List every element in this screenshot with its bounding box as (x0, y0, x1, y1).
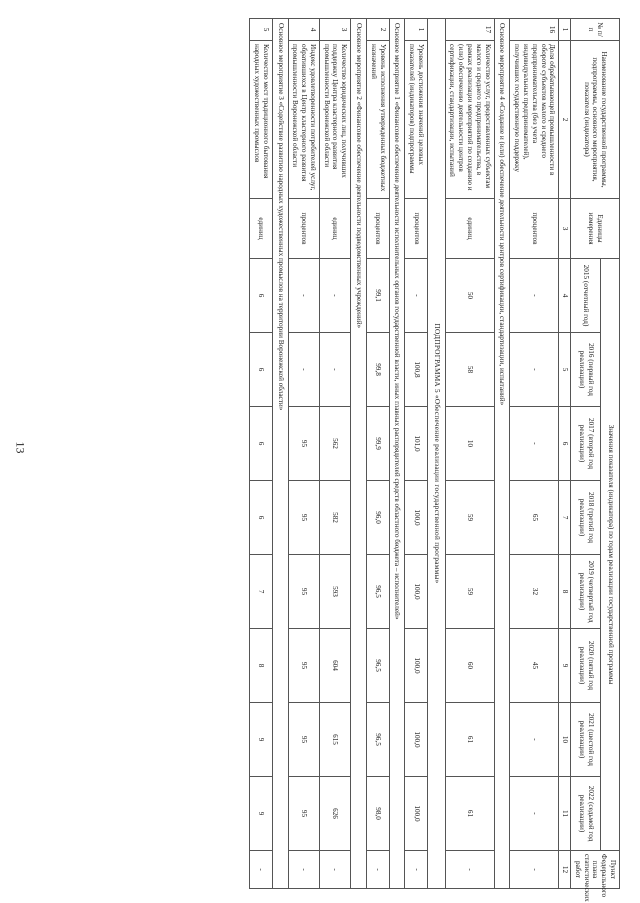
unit-cell: единиц (445, 199, 494, 259)
indicator-name: Доля обрабатывающей промышленности в обороте субъектов малого и среднего предпринимательства (без учета индивидуальных предпринимателей), получивших государственную поддержку (510, 41, 559, 199)
header-year: 2020 (пятый год реализации) (571, 629, 601, 703)
column-index: 1 (559, 19, 571, 41)
column-index: 8 (559, 555, 571, 629)
header-year: 2015 (отчетный год) (571, 259, 601, 333)
plan-cell: - (445, 851, 494, 889)
value-cell: 100,0 (405, 777, 428, 851)
value-cell: 562 (319, 407, 350, 481)
value-cell: 96,5 (367, 703, 390, 777)
value-cell: 100,0 (405, 703, 428, 777)
unit-cell: процентов (405, 199, 428, 259)
header-year: 2022 (седьмой год реализации) (571, 777, 601, 851)
value-cell: 615 (319, 703, 350, 777)
value-cell: 100,0 (405, 629, 428, 703)
table-row (288, 19, 319, 889)
header-row-1 (601, 19, 620, 889)
table-row (367, 19, 390, 889)
value-cell: 98,0 (367, 777, 390, 851)
value-cell: - (319, 333, 350, 407)
rotated-table-page (12, 18, 620, 902)
value-cell: - (510, 333, 559, 407)
table-row (319, 19, 350, 889)
value-cell: 9 (250, 777, 273, 851)
indicator-name: Количество услуг, предоставленных субъектам малого и среднего предпринимательства, в рамках реализации мероприятий по созданию и (или) обеспечению деятельности центров сертификации, стандартизации, испытаний (445, 41, 494, 199)
column-index: 11 (559, 777, 571, 851)
value-cell: 626 (319, 777, 350, 851)
plan-cell: - (510, 851, 559, 889)
value-cell: 101,0 (405, 407, 428, 481)
value-cell: 95 (288, 629, 319, 703)
indicator-name: Уровень исполнения утвержденных бюджетных назначений (367, 41, 390, 199)
value-cell: - (319, 259, 350, 333)
section-row (389, 19, 405, 889)
indicator-name: Индекс удовлетворенности потребителей услуг, обратившихся в Центр кластерного развития промышленности Воронежской области (288, 41, 319, 199)
column-index: 5 (559, 333, 571, 407)
value-cell: 45 (510, 629, 559, 703)
header-year: 2021 (шестой год реализации) (571, 703, 601, 777)
section-row (494, 19, 510, 889)
table-row (510, 19, 559, 889)
value-cell: 6 (250, 407, 273, 481)
column-index: 10 (559, 703, 571, 777)
header-year: 2016 (первый год реализации) (571, 333, 601, 407)
plan-cell: - (250, 851, 273, 889)
column-index: 7 (559, 481, 571, 555)
header-year: 2018 (третий год реализации) (571, 481, 601, 555)
value-cell: 95 (288, 407, 319, 481)
subprogram-row (427, 19, 445, 889)
value-cell: 61 (445, 703, 494, 777)
plan-cell: - (405, 851, 428, 889)
column-index: 6 (559, 407, 571, 481)
value-cell: 99,8 (367, 333, 390, 407)
value-cell: 100,8 (405, 333, 428, 407)
indicator-name: Уровень достижения значений целевых показателей (индикаторов) подпрограммы (405, 41, 428, 199)
plan-cell: - (288, 851, 319, 889)
value-cell: - (510, 259, 559, 333)
value-cell: 96,0 (367, 481, 390, 555)
value-cell: 100,0 (405, 555, 428, 629)
value-cell: 95 (288, 555, 319, 629)
value-cell: 61 (445, 777, 494, 851)
column-index: 3 (559, 199, 571, 259)
column-index: 12 (559, 851, 571, 889)
value-cell: 96,5 (367, 555, 390, 629)
value-cell: 7 (250, 555, 273, 629)
value-cell: 99,1 (367, 259, 390, 333)
table-row (250, 19, 273, 889)
value-cell: 96,5 (367, 629, 390, 703)
unit-cell: процентов (288, 199, 319, 259)
value-cell: 593 (319, 555, 350, 629)
row-number: 17 (445, 19, 494, 41)
row-number: 2 (367, 19, 390, 41)
section-title: Основное мероприятие 2 «Финансовое обеспечение деятельности подведомственных учреждений» (351, 19, 367, 889)
header-unit: Единицы измерения (571, 199, 620, 259)
value-cell: 8 (250, 629, 273, 703)
header-plan: Пункт Федерального плана статистических работ (571, 851, 620, 889)
value-cell: 65 (510, 481, 559, 555)
value-cell: 50 (445, 259, 494, 333)
value-cell: 582 (319, 481, 350, 555)
value-cell: 32 (510, 555, 559, 629)
row-number: 1 (405, 19, 428, 41)
page-number: 13 (13, 441, 28, 454)
value-cell: - (510, 407, 559, 481)
column-index: 4 (559, 259, 571, 333)
value-cell: 95 (288, 703, 319, 777)
value-cell: 59 (445, 555, 494, 629)
header-name: Наименование государственной программы, подпрограммы, основного мероприятия, показателя (индикатора) (571, 41, 620, 199)
row-number: 16 (510, 19, 559, 41)
value-cell: 6 (250, 481, 273, 555)
indicators-table (249, 18, 620, 902)
value-cell: 9 (250, 703, 273, 777)
value-cell: 58 (445, 333, 494, 407)
column-index-row (559, 19, 571, 889)
value-cell: 10 (445, 407, 494, 481)
value-cell: 59 (445, 481, 494, 555)
value-cell: 604 (319, 629, 350, 703)
section-title: Основное мероприятие 3 «Содействие развитию народных художественных промыслов на территории Воронежской области» (272, 19, 288, 889)
value-cell: - (405, 259, 428, 333)
table-row (405, 19, 428, 889)
value-cell: - (288, 333, 319, 407)
value-cell: 6 (250, 333, 273, 407)
value-cell: 99,9 (367, 407, 390, 481)
section-row (272, 19, 288, 889)
value-cell: - (510, 777, 559, 851)
section-title: Основное мероприятие 1 «Финансовое обеспечение деятельности исполнительных органов государственной власти, иных главных распорядителей средств областного бюджета – исполнителей» (389, 19, 405, 889)
indicator-name: Количество мест традиционного бытования народных художественных промыслов (250, 41, 273, 199)
plan-cell: - (367, 851, 390, 889)
header-values-group: Значения показателя (индикатора) по годам реализации государственной программы (601, 259, 620, 851)
table-row (445, 19, 494, 889)
row-number: 3 (319, 19, 350, 41)
section-row (351, 19, 367, 889)
value-cell: 60 (445, 629, 494, 703)
value-cell: 95 (288, 481, 319, 555)
column-index: 2 (559, 41, 571, 199)
column-index: 9 (559, 629, 571, 703)
plan-cell: - (319, 851, 350, 889)
header-year: 2019 (четвертый год реализации) (571, 555, 601, 629)
indicator-name: Количество юридических лиц, получивших поддержку Центра кластерного развития промышленности Воронежской области (319, 41, 350, 199)
row-number: 4 (288, 19, 319, 41)
row-number: 5 (250, 19, 273, 41)
table-body (250, 19, 559, 889)
value-cell: - (288, 259, 319, 333)
unit-cell: процентов (510, 199, 559, 259)
value-cell: 100,0 (405, 481, 428, 555)
unit-cell: процентов (367, 199, 390, 259)
subprogram-title: ПОДПРОГРАММА 5 «Обеспечение реализации государственной программы» (427, 19, 445, 889)
value-cell: 95 (288, 777, 319, 851)
unit-cell: единиц (250, 199, 273, 259)
value-cell: - (510, 703, 559, 777)
header-year: 2017 (второй год реализации) (571, 407, 601, 481)
value-cell: 6 (250, 259, 273, 333)
unit-cell: единиц (319, 199, 350, 259)
section-title: Основное мероприятие 4 «Создание и (или) обеспечение деятельности центров сертификации, стандартизации, испытаний» (494, 19, 510, 889)
header-num: № п/п (571, 19, 620, 41)
